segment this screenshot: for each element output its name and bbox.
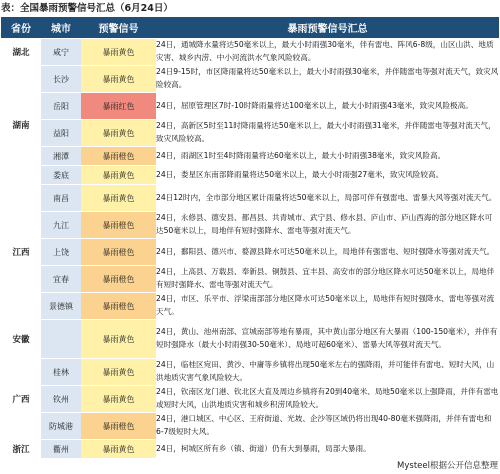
description-cell: 24日，市区、乐平市、浮梁南部部分地区降水可达50毫米以上，局地伴有短时强降水、雷电等强对流天气。 <box>156 293 499 320</box>
table-row <box>1 239 499 266</box>
signal-cell: 暴雨黄色 <box>81 185 156 212</box>
signal-cell: 暴雨橙色 <box>81 239 156 266</box>
city-cell: 上饶 <box>41 239 81 266</box>
table-row <box>1 212 499 239</box>
description-cell: 24日，上高县、万载县、奉新县、铜鼓县、宜丰县、高安市的部分地区降水可达50毫米以上，局地伴有短时强降水、雷电等强对流天气。 <box>156 266 499 293</box>
table-row <box>1 166 499 185</box>
city-cell: 衢州 <box>41 440 81 459</box>
table-row <box>1 320 499 359</box>
city-cell: 钦州 <box>41 386 81 413</box>
description-cell: 24日，娄星区东南部降雨量将达50毫米以上，最大小时雨强27毫米，致灾风险较高。 <box>156 166 499 185</box>
description-cell: 24日，黄山、池州南部、宣城南部等地有暴雨，其中黄山部分地区有大暴雨（100-150毫米），并伴有短时强降水（最大小时雨强30-50毫米）、局地可超60毫米）、雷暴大风等强对流天气。 <box>156 320 499 359</box>
description-cell: 24日，高新区5时至11时降雨量将达50毫米以上，最大小时雨强31毫米，并伴随雷电等强对流天气，致灾风险较高。 <box>156 120 499 147</box>
signal-cell: 暴雨红色 <box>81 93 156 120</box>
table-row <box>1 185 499 212</box>
signal-cell: 暴雨黄色 <box>81 120 156 147</box>
table-header-row <box>1 17 499 39</box>
description-cell: 24日，雨湖区1时至4时降雨量将达60毫米以上，最大小时雨强38毫米，致灾风险高。 <box>156 147 499 166</box>
city-cell: 益阳 <box>41 120 81 147</box>
signal-cell: 暴雨橙色 <box>81 293 156 320</box>
city-cell: 九江 <box>41 212 81 239</box>
description-cell: 24日，钦南区龙门港、钦北区大直及周边乡镇将有20到40毫米、局地50毫米以上强降雨，并伴有雷电或短时大风，山洪地质灾害和城乡积涝风险较大。 <box>156 386 499 413</box>
table-row <box>1 120 499 147</box>
description-cell: 24日，通城降水量将达50毫米以上，最大小时雨强30毫米，伴有雷电、阵风6-8级，山区山洪、地质灾害、城乡内涝、中小河流洪水气象风险较高。 <box>156 39 499 66</box>
city-cell <box>41 320 81 359</box>
table-row <box>1 293 499 320</box>
signal-cell: 暴雨黄色 <box>81 66 156 93</box>
warning-table <box>1 17 499 459</box>
table-row <box>1 93 499 120</box>
header-summary: 暴雨预警信号汇总 <box>156 17 499 39</box>
table-row <box>1 413 499 440</box>
source-footer: Mysteel根据公开信息整理 <box>397 461 498 471</box>
city-cell: 娄底 <box>41 166 81 185</box>
province-cell: 安徽 <box>1 320 41 359</box>
header-city: 城市 <box>41 17 81 39</box>
city-cell: 防城港 <box>41 413 81 440</box>
province-cell: 浙江 <box>1 440 41 459</box>
table-caption: 表：全国暴雨预警信号汇总（6月24日） <box>1 3 173 14</box>
table-row <box>1 359 499 386</box>
table-row <box>1 66 499 93</box>
description-cell: 24日，屈原管理区7时-10时降雨量将达100毫米以上，最大小时雨强43毫米，致灾风险极高。 <box>156 93 499 120</box>
signal-cell: 暴雨橙色 <box>81 147 156 166</box>
description-cell: 24日，临桂区宛田、黄沙、中庸等乡镇将出现50毫米左右的强降雨，并可能伴有雷电、短时大风，山洪地质灾害气象风险较大。 <box>156 359 499 386</box>
city-cell: 湘潭 <box>41 147 81 166</box>
signal-cell: 暴雨橙色 <box>81 212 156 239</box>
city-cell: 桂林 <box>41 359 81 386</box>
description-cell: 24日，永修县、德安县、都昌县、共青城市、武宁县、修水县、庐山市、庐山西海的部分地区降水可达50毫米以上，局地伴有短时强降水、雷电等强对流天气。 <box>156 212 499 239</box>
province-cell: 湖南 <box>1 66 41 185</box>
header-signal: 预警信号 <box>81 17 156 39</box>
table-row <box>1 147 499 166</box>
province-cell: 江西 <box>1 185 41 320</box>
signal-cell: 暴雨黄色 <box>81 440 156 459</box>
table-row <box>1 39 499 66</box>
signal-cell: 暴雨黄色 <box>81 386 156 413</box>
table-row <box>1 440 499 459</box>
signal-cell: 暴雨橙色 <box>81 413 156 440</box>
city-cell: 南昌 <box>41 185 81 212</box>
city-cell: 岳阳 <box>41 93 81 120</box>
province-cell: 湖北 <box>1 39 41 66</box>
city-cell: 宜春 <box>41 266 81 293</box>
signal-cell: 暴雨橙色 <box>81 266 156 293</box>
table-row <box>1 386 499 413</box>
signal-cell: 暴雨黄色 <box>81 166 156 185</box>
description-cell: 24日，港口城区、中心区、王府街道、光坡、企沙等区域仍将出现40-80毫米强降雨，并伴有雷电和6-7级短时大风。 <box>156 413 499 440</box>
city-cell: 长沙 <box>41 66 81 93</box>
description-cell: 24日，柯城区所有乡（镇、街道）仍有大到暴雨，局部大暴雨。 <box>156 440 499 459</box>
description-cell: 24日12时内，全市部分地区累计雨量将达50毫米以上，局部可伴有强雷电、雷暴大风等强对流天气。 <box>156 185 499 212</box>
city-cell: 景德镇 <box>41 293 81 320</box>
signal-cell: 暴雨黄色 <box>81 359 156 386</box>
description-cell: 24日9-15时，市区降雨量将达50毫米以上，最大小时雨强30毫米，并伴随雷电等强对流天气，致灾风险较高。 <box>156 66 499 93</box>
signal-cell: 暴雨黄色 <box>81 320 156 359</box>
signal-cell: 暴雨黄色 <box>81 39 156 66</box>
province-cell: 广西 <box>1 359 41 440</box>
table-row <box>1 266 499 293</box>
description-cell: 24日，鄱阳县、德兴市、婺源县降水可达50毫米以上，局地伴有强雷电、短时强降水等强对流天气。 <box>156 239 499 266</box>
header-province: 省份 <box>1 17 41 39</box>
city-cell: 咸宁 <box>41 39 81 66</box>
